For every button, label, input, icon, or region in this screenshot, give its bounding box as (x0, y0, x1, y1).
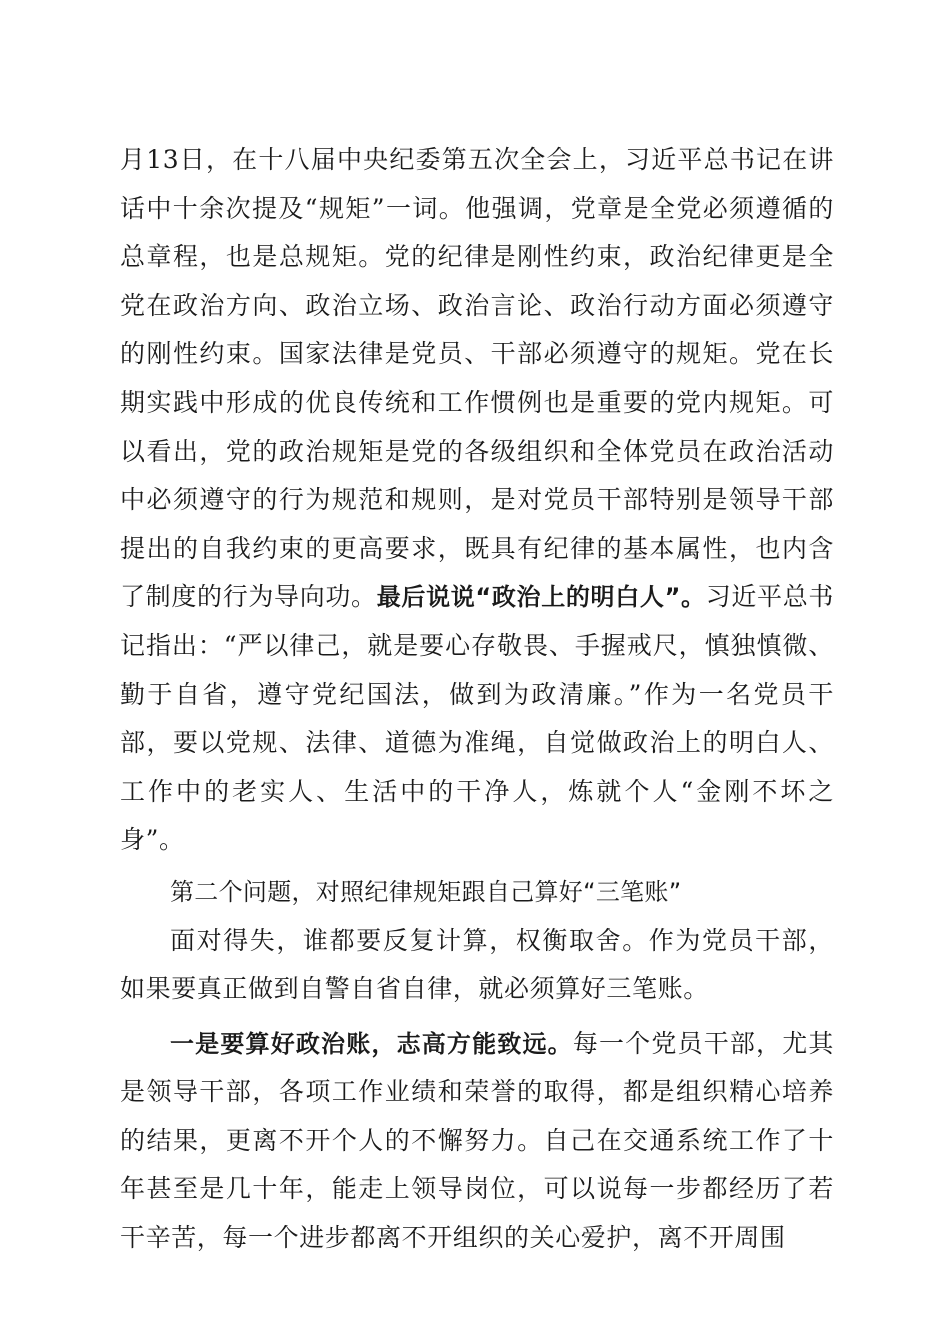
section-heading: 第二个问题，对照纪律规矩跟自己算好“三笔账” (170, 877, 682, 906)
paragraph-text: 每一个党员干部，尤其是领导干部，各项工作业绩和荣誉的取得，都是组织精心培养的结果，更离不开个人的不懈努力。自己在交通系统工作了十年甚至是几十年，能走上领导岗位，可以说每一步都经历了若干辛苦，每一个进步都离不开组织的关心爱护，离不开周围 (120, 1028, 834, 1253)
document-page (120, 136, 834, 1263)
paragraph-text: 月13日，在十八届中央纪委第五次全会上，习近平总书记在讲话中十余次提及“规矩”一词。他强调，党章是全党必须遵循的总章程，也是总规矩。党的纪律是刚性约束，政治纪律更是全党在政治方向、政治立场、政治言论、政治行动方面必须遵守的刚性约束。国家法律是党员、干部必须遵守的规矩。党在长期实践中形成的优良传统和工作惯例也是重要的党内规矩。可以看出，党的政治规矩是党的各级组织和全体党员在政治活动中必须遵守的行为规范和规则，是对党员干部特别是领导干部提出的自我约束的更高要求，既具有纪律的基本属性，也内含了制度的行为导向功。 (120, 145, 834, 612)
paragraph-three-accounts-intro: 面对得失，谁都要反复计算，权衡取舍。作为党员干部，如果要真正做到自警自省自律，就必须算好三笔账。 (120, 925, 834, 1004)
bold-lead-in: 最后说说“政治上的明白人”。 (376, 583, 706, 612)
paragraph-text: 习近平总书记指出：“严以律己，就是要心存敬畏、手握戒尺，慎独慎微、勤于自省，遵守党纪国法，做到为政清廉。”作为一名党员干部，要以党规、法律、道德为准绳，自觉做政治上的明白人、工作中的老实人、生活中的干净人，炼就个人“金刚不坏之身”。 (120, 582, 834, 855)
bold-lead-in: 一是要算好政治账，志高方能致远。 (170, 1029, 573, 1058)
paragraph-political-account (120, 1020, 834, 1263)
paragraph-political-rules (120, 136, 834, 865)
